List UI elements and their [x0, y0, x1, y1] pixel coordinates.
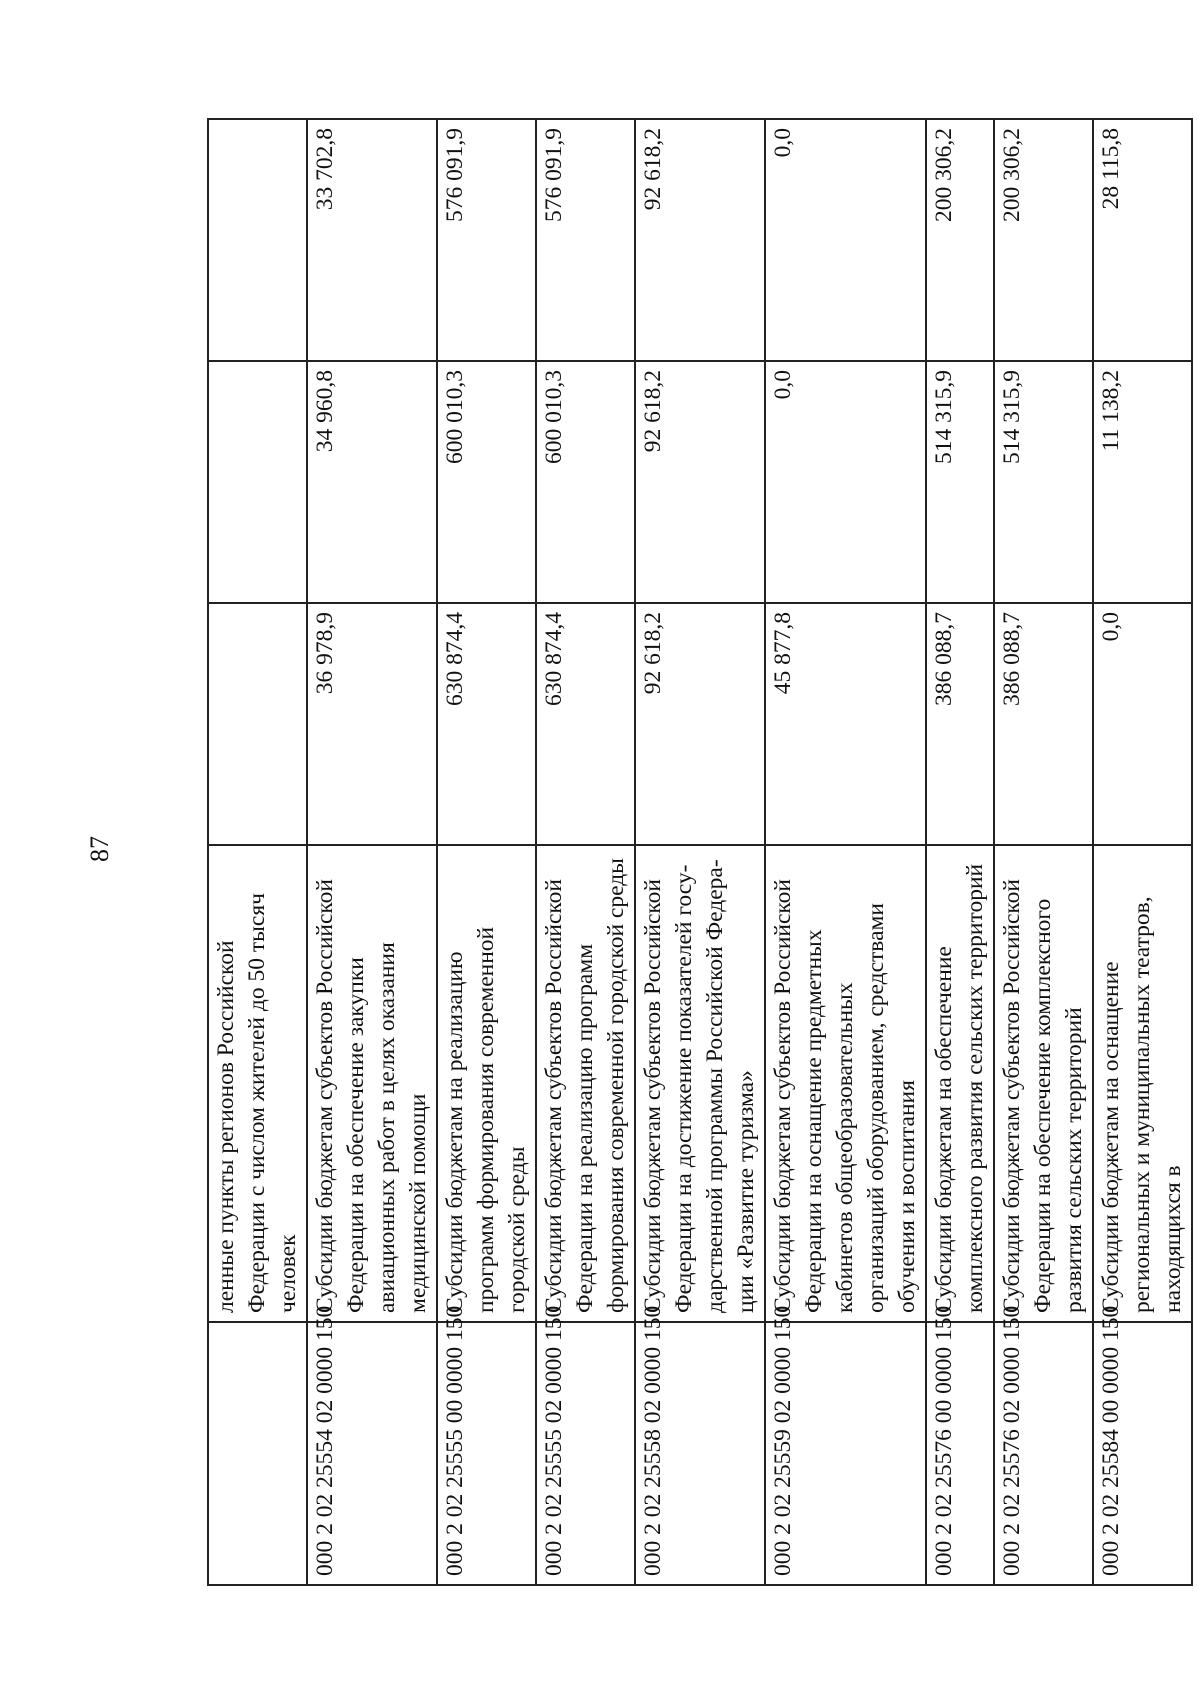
year2-amount-cell: 600 010,3: [536, 361, 635, 603]
year1-amount-cell: 386 088,7: [926, 603, 994, 845]
year1-amount-cell: [208, 603, 307, 845]
year1-amount-cell: 386 088,7: [994, 603, 1093, 845]
table-row: [536, 119, 635, 1585]
budget-code-cell: 000 2 02 25554 02 0000 150: [307, 1322, 437, 1585]
description-cell: Субсидии бюджетам на обеспечение комплексного развития сельских территорий: [926, 845, 994, 1322]
table-sheet: [207, 120, 1186, 1586]
budget-code-cell: 000 2 02 25555 00 0000 150: [437, 1322, 536, 1585]
year1-amount-cell: 0,0: [1093, 603, 1192, 845]
year3-amount-cell: 576 091,9: [437, 119, 536, 361]
year3-amount-cell: 200 306,2: [994, 119, 1093, 361]
year3-amount-cell: 576 091,9: [536, 119, 635, 361]
budget-code-cell: 000 2 02 25576 00 0000 150: [926, 1322, 994, 1585]
description-cell: Субсидии бюджетам субъектов Российской Федерации на оснащение предметных кабинетов общеобразовательных организаций оборудованием, средствами обучения и воспитания: [765, 845, 926, 1322]
year2-amount-cell: [208, 361, 307, 603]
year2-amount-cell: 514 315,9: [926, 361, 994, 603]
year1-amount-cell: 630 874,4: [536, 603, 635, 845]
description-cell: Субсидии бюджетам субъектов Российской Федерации на обеспечение комплексного развития сельских территорий: [994, 845, 1093, 1322]
table-row: [765, 119, 926, 1585]
description-cell: Субсидии бюджетам субъектов Российской Федерации на реализацию программ формирования современной городской среды: [536, 845, 635, 1322]
table-row: [1093, 119, 1192, 1585]
rotated-table-frame: [207, 120, 1186, 1586]
budget-code-cell: 000 2 02 25584 00 0000 150: [1093, 1322, 1192, 1585]
description-cell: ленные пункты регионов Российской Федерации с числом жителей до 50 тысяч человек: [208, 845, 307, 1322]
budget-code-cell: 000 2 02 25559 02 0000 150: [765, 1322, 926, 1585]
description-cell: Субсидии бюджетам субъектов Российской Федерации на обеспечение закупки авиационных работ в целях оказания медицинской помощи: [307, 845, 437, 1322]
year2-amount-cell: 514 315,9: [994, 361, 1093, 603]
description-cell: Субсидии бюджетам субъектов Российской Федерации на достижение показателей государственной программы Российской Федерации «Развитие туризма»: [635, 845, 765, 1322]
year2-amount-cell: 0,0: [765, 361, 926, 603]
year1-amount-cell: 630 874,4: [437, 603, 536, 845]
page-number: 87: [85, 836, 114, 862]
year2-amount-cell: 600 010,3: [437, 361, 536, 603]
year1-amount-cell: 36 978,9: [307, 603, 437, 845]
table-row: [635, 119, 765, 1585]
budget-revenue-table: [207, 118, 1193, 1586]
year2-amount-cell: 11 138,2: [1093, 361, 1192, 603]
year3-amount-cell: 200 306,2: [926, 119, 994, 361]
table-row: [437, 119, 536, 1585]
description-cell: Субсидии бюджетам на реализацию программ формирования современной городской среды: [437, 845, 536, 1322]
year3-amount-cell: 28 115,8: [1093, 119, 1192, 361]
table-row: [926, 119, 994, 1585]
year3-amount-cell: 0,0: [765, 119, 926, 361]
table-row: [208, 119, 307, 1585]
table-row: [994, 119, 1093, 1585]
year3-amount-cell: [208, 119, 307, 361]
budget-code-cell: 000 2 02 25558 02 0000 150: [635, 1322, 765, 1585]
budget-code-cell: 000 2 02 25555 02 0000 150: [536, 1322, 635, 1585]
description-cell: Субсидии бюджетам на оснащение региональных и муниципальных театров, находящихся в: [1093, 845, 1192, 1322]
year1-amount-cell: 92 618,2: [635, 603, 765, 845]
year3-amount-cell: 33 702,8: [307, 119, 437, 361]
year2-amount-cell: 92 618,2: [635, 361, 765, 603]
budget-code-cell: [208, 1322, 307, 1585]
budget-code-cell: 000 2 02 25576 02 0000 150: [994, 1322, 1093, 1585]
year1-amount-cell: 45 877,8: [765, 603, 926, 845]
table-row: [307, 119, 437, 1585]
year3-amount-cell: 92 618,2: [635, 119, 765, 361]
year2-amount-cell: 34 960,8: [307, 361, 437, 603]
